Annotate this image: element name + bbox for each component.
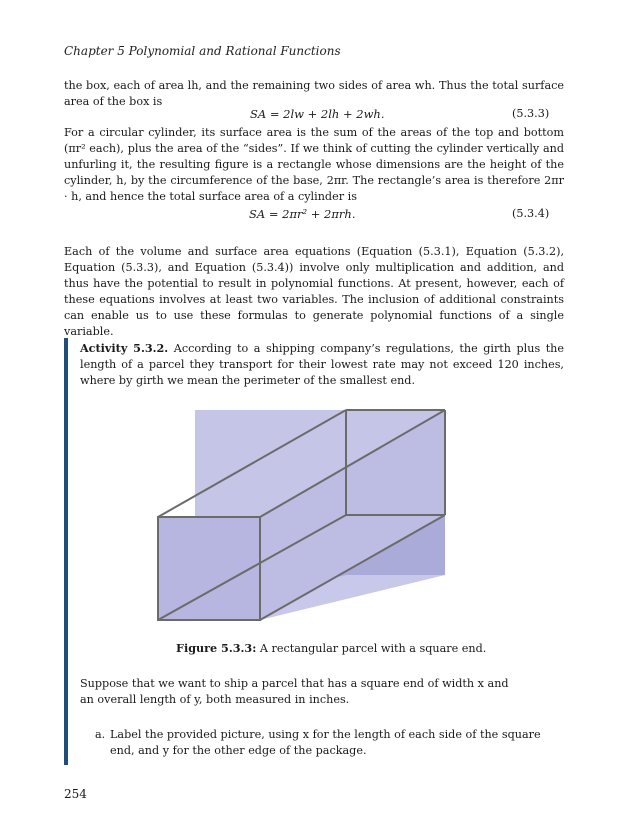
- paragraph-cylinder: For a circular cylinder, its surface area is the sum of the areas of the top and bottom (πr² each), plus the area of the “sides”. If we think of cutting the cylinder vertically and unfurling it, the resulting figure is a rectangle whose dimensions are the height of the cylinder, h, by the circumference of the base, 2πr. The rectangle’s area is therefore 2πr · h, and hence the total surface area of a cylinder is: [64, 126, 564, 203]
- running-header: Chapter 5 Polynomial and Rational Functions: [64, 44, 341, 58]
- paragraph-box-surface: the box, each of area lh, and the remaining two sides of area wh. Thus the total surface area of the box is: [64, 79, 564, 108]
- figure-label: Figure 5.3.3:: [176, 641, 257, 655]
- parcel-front-face: [158, 517, 260, 620]
- activity-label: Activity 5.3.2.: [80, 341, 169, 355]
- parcel-figure: [150, 405, 450, 627]
- activity-paragraph: Suppose that we want to ship a parcel that has a square end of width x and an overall length of y, both measured in inches.: [80, 677, 509, 706]
- figure-caption: [176, 641, 486, 655]
- equation-cylinder-surface-area: SA = 2πr² + 2πrh.: [249, 207, 356, 221]
- figure-caption-text: A rectangular parcel with a square end.: [259, 642, 487, 655]
- equation-number: (5.3.4): [512, 207, 550, 220]
- activity-side-bar: [64, 338, 68, 765]
- equation-box-surface-area: SA = 2lw + 2lh + 2wh.: [250, 107, 385, 121]
- page-number: 254: [64, 787, 87, 801]
- equation-number: (5.3.3): [512, 107, 550, 120]
- paragraph-volume-equations: Each of the volume and surface area equations (Equation (5.3.1), Equation (5.3.2), Equation (5.3.3), and Equation (5.3.4)) involve only multiplication and addition, and thus have the potential to result in polynomial functions. At present, however, each of these equations involves at least two variables. The inclusion of additional constraints can enable us to use these formulas to generate polynomial functions of a single variable.: [64, 245, 564, 338]
- list-item-a: Label the provided picture, using x for the length of each side of the square end, and y for the other edge of the package.: [110, 728, 541, 757]
- activity-text: According to a shipping company’s regulations, the girth plus the length of a parcel they transport for their lowest rate may not exceed 120 inches, where by girth we mean the perimeter of the smallest end.: [80, 342, 565, 387]
- list-marker-a: a.: [95, 728, 106, 741]
- activity-intro: [80, 340, 564, 389]
